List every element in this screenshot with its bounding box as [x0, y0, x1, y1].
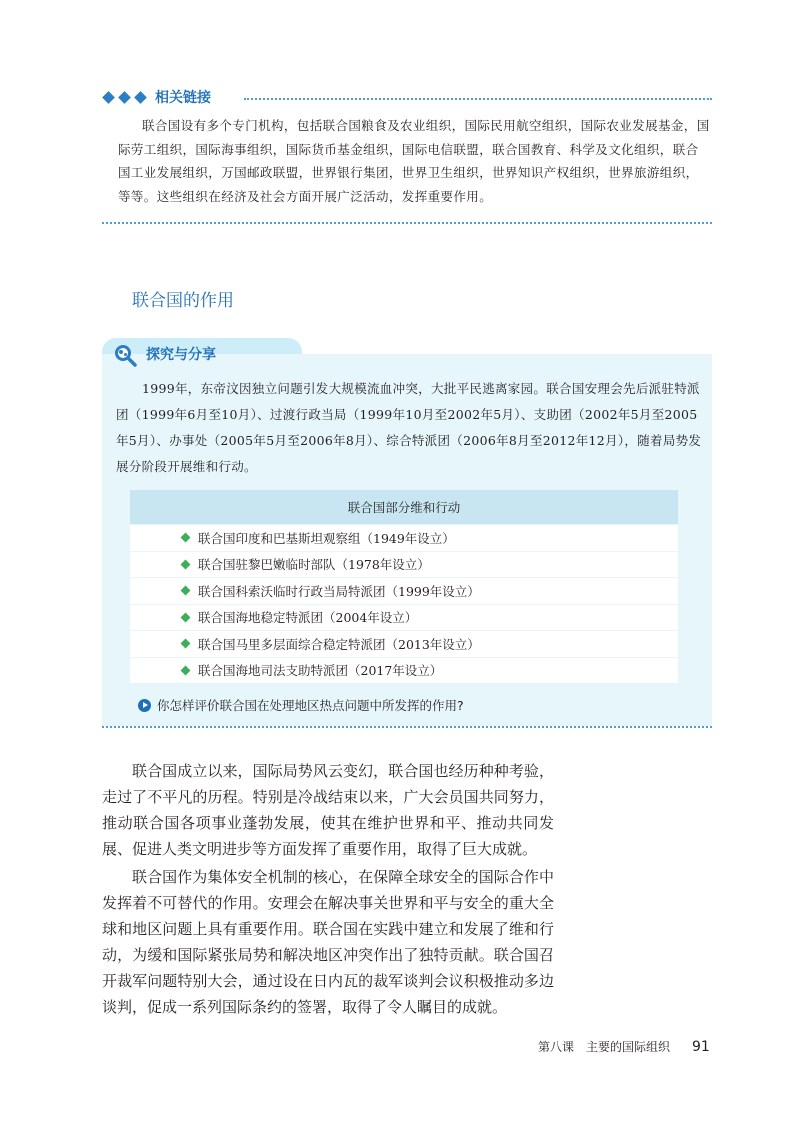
- peacekeeping-table: [130, 490, 678, 683]
- table-row: [130, 551, 678, 578]
- table-row: [130, 657, 678, 684]
- lesson-label: 第八课 主要的国际组织: [538, 1040, 671, 1054]
- diamond-bullet-icon: [181, 559, 191, 569]
- diamond-icons: [102, 93, 147, 102]
- table-row: [130, 604, 678, 631]
- magnifier-globe-icon: [112, 342, 138, 368]
- related-links-title: 相关链接: [155, 90, 211, 106]
- paragraph: 联合国成立以来，国际局势风云变幻，联合国也经历种种考验，走过了不平凡的历程。特别是冷战结束以来，广大会员国共同努力，推动联合国各项事业蓬勃发展，使其在维护世界和平、推动共同发展、促进人类文明进步等方面发挥了重要作用，取得了巨大成就。: [102, 762, 554, 858]
- dotted-divider: [244, 98, 712, 100]
- table-cell: 联合国海地司法支助特派团（2017年设立）: [198, 663, 443, 679]
- table-row: [130, 630, 678, 657]
- table-cell: 联合国印度和巴基斯坦观察组（1949年设立）: [198, 530, 455, 546]
- diamond-bullet-icon: [181, 665, 191, 675]
- explore-share-box: [102, 338, 712, 728]
- explore-text: 1999年，东帝汶因独立问题引发大规模流血冲突，大批平民逃离家园。联合国安理会先后派驻特派团（1999年6月至10月）、过渡行政当局（1999年10月至2002年5月）、支助团（2002年5月至2005年5月）、办事处（2005年5月至2006年8月）、综合特派团（2006年8月至2012年12月），随着局势发展分阶段开展维和行动。: [116, 381, 702, 474]
- diamond-icon: [102, 91, 115, 104]
- related-links-box: [102, 86, 712, 226]
- related-links-text: 联合国设有多个专门机构，包括联合国粮食及农业组织，国际民用航空组织，国际农业发展基金，国际劳工组织，国际海事组织，国际货币基金组织，国际电信联盟，联合国教育、科学及文化组织，联合国工业发展组织，万国邮政联盟，世界银行集团，世界卫生组织，世界知识产权组织，世界旅游组织，等等。这些组织在经济及社会方面开展广泛活动，发挥重要作用。: [118, 118, 710, 204]
- table-row: [130, 524, 678, 551]
- diamond-icon: [134, 91, 147, 104]
- table-header: 联合国部分维和行动: [130, 490, 678, 524]
- diamond-bullet-icon: [181, 586, 191, 596]
- diamond-bullet-icon: [181, 533, 191, 543]
- play-arrow-icon: [138, 699, 151, 712]
- table-row: [130, 577, 678, 604]
- main-text: [102, 758, 554, 1022]
- page-footer: [538, 1038, 710, 1055]
- table-cell: 联合国驻黎巴嫩临时部队（1978年设立）: [198, 557, 430, 573]
- table-cell: 联合国海地稳定特派团（2004年设立）: [198, 610, 418, 626]
- page-number: 91: [692, 1039, 710, 1055]
- diamond-bullet-icon: [181, 639, 191, 649]
- question-text: 你怎样评价联合国在处理地区热点问题中所发挥的作用?: [157, 698, 464, 713]
- paragraph: 联合国作为集体安全机制的核心，在保障全球安全的国际合作中发挥着不可替代的作用。安理会在解决事关世界和平与安全的重大全球和地区问题上具有重要作用。联合国在实践中建立和发展了维和行动，为缓和国际紧张局势和解决地区冲突作出了独特贡献。联合国召开裁军问题特别大会，通过设在日内瓦的裁军谈判会议积极推动多边谈判，促成一系列国际条约的签署，取得了令人瞩目的成就。: [102, 868, 554, 1016]
- diamond-icon: [118, 91, 131, 104]
- table-cell: 联合国马里多层面综合稳定特派团（2013年设立）: [198, 636, 480, 652]
- section-title: 联合国的作用: [132, 291, 234, 311]
- table-cell: 联合国科索沃临时行政当局特派团（1999年设立）: [198, 583, 480, 599]
- diamond-bullet-icon: [181, 612, 191, 622]
- explore-title: 探究与分享: [146, 347, 216, 363]
- dotted-divider: [102, 726, 712, 728]
- related-links-header: [102, 86, 211, 108]
- discussion-question: [138, 696, 464, 714]
- dotted-divider: [102, 222, 712, 224]
